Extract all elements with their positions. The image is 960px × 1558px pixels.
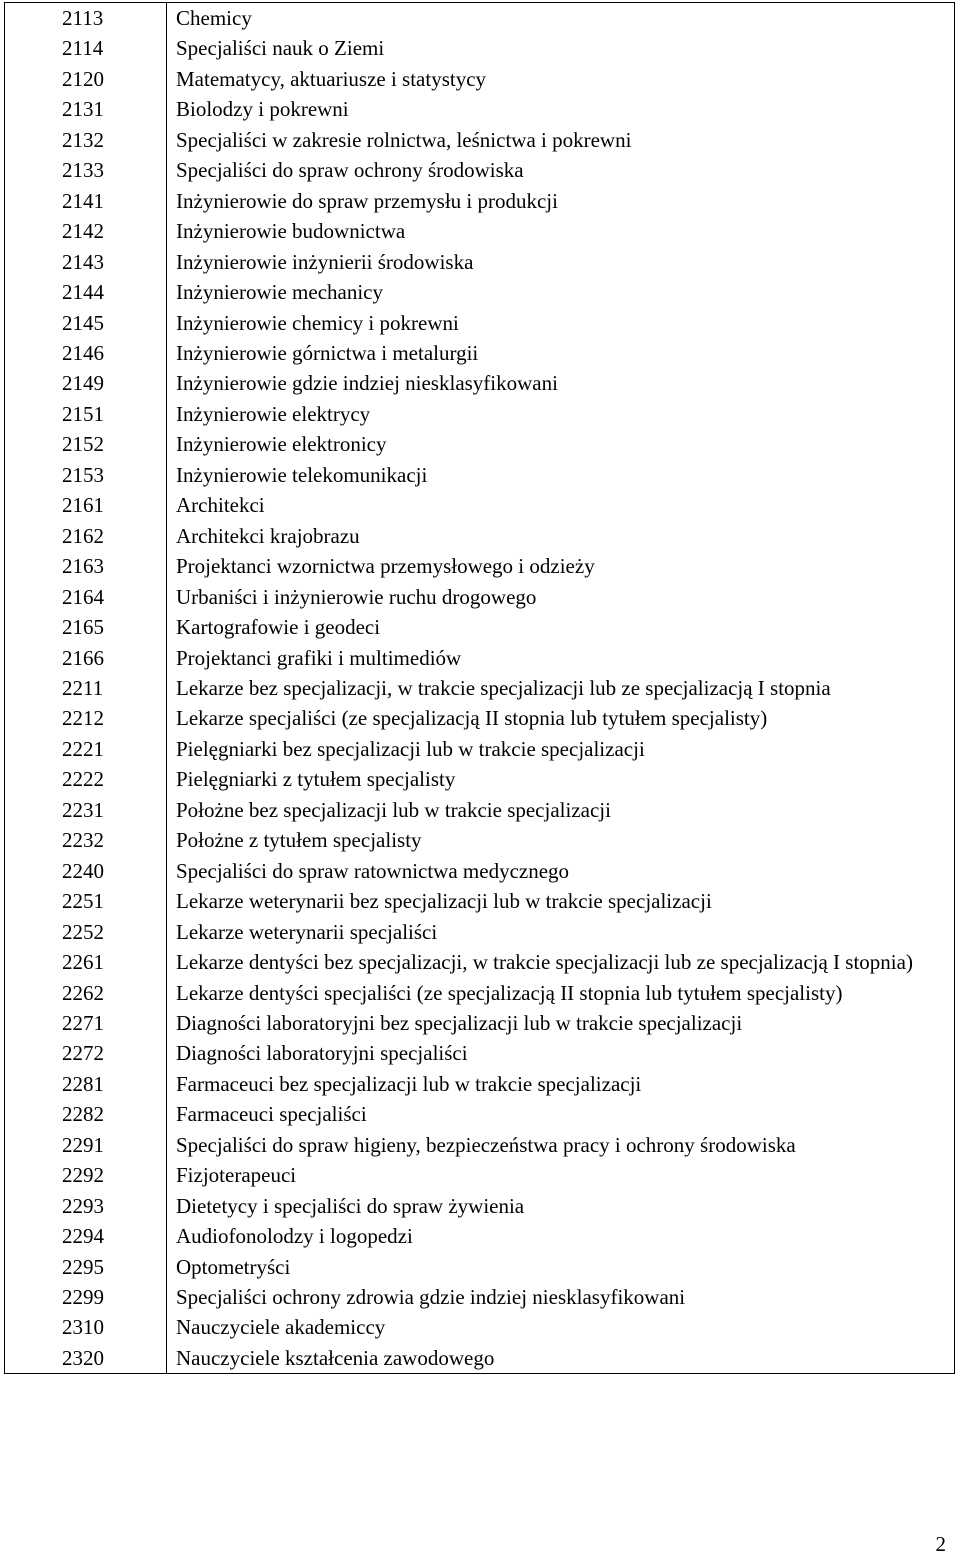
- occupation-name: Diagności laboratoryjni bez specjalizacji lub w trakcie specjalizacji: [167, 1008, 955, 1038]
- occupation-name: Kartografowie i geodeci: [167, 612, 955, 642]
- occupation-code: 2113: [5, 3, 167, 34]
- table-row: [5, 64, 955, 94]
- table-row: [5, 247, 955, 277]
- table-row: [5, 1160, 955, 1190]
- occupation-code: 2212: [5, 703, 167, 733]
- occupation-code: 2145: [5, 308, 167, 338]
- occupation-code: 2299: [5, 1282, 167, 1312]
- occupation-code: 2272: [5, 1038, 167, 1068]
- occupation-code: 2271: [5, 1008, 167, 1038]
- occupation-name: Lekarze dentyści specjaliści (ze specjalizacją II stopnia lub tytułem specjalisty): [167, 978, 955, 1008]
- occupation-code: 2231: [5, 795, 167, 825]
- table-row: [5, 1191, 955, 1221]
- occupation-name: Chemicy: [167, 3, 955, 34]
- occupation-name: Pielęgniarki z tytułem specjalisty: [167, 764, 955, 794]
- occupation-name: Pielęgniarki bez specjalizacji lub w trakcie specjalizacji: [167, 734, 955, 764]
- occupation-name: Optometryści: [167, 1252, 955, 1282]
- occupation-name: Inżynierowie gdzie indziej niesklasyfikowani: [167, 368, 955, 398]
- occupation-code: 2120: [5, 64, 167, 94]
- occupation-code: 2166: [5, 643, 167, 673]
- occupation-code: 2310: [5, 1312, 167, 1342]
- occupation-name: Projektanci grafiki i multimediów: [167, 643, 955, 673]
- table-row: [5, 490, 955, 520]
- table-row: [5, 429, 955, 459]
- table-row: [5, 764, 955, 794]
- occupation-name: Lekarze weterynarii specjaliści: [167, 917, 955, 947]
- occupation-code: 2295: [5, 1252, 167, 1282]
- occupation-code: 2163: [5, 551, 167, 581]
- occupation-name: Nauczyciele akademiccy: [167, 1312, 955, 1342]
- table-row: [5, 3, 955, 34]
- occupation-code: 2292: [5, 1160, 167, 1190]
- occupation-code: 2162: [5, 521, 167, 551]
- table-row: [5, 856, 955, 886]
- occupation-code: 2165: [5, 612, 167, 642]
- table-row: [5, 1008, 955, 1038]
- table-row: [5, 1282, 955, 1312]
- table-row: [5, 612, 955, 642]
- occupation-name: Projektanci wzornictwa przemysłowego i odzieży: [167, 551, 955, 581]
- occupation-code: 2132: [5, 125, 167, 155]
- occupation-name: Inżynierowie elektrycy: [167, 399, 955, 429]
- occupation-code: 2151: [5, 399, 167, 429]
- table-row: [5, 582, 955, 612]
- occupation-name: Inżynierowie budownictwa: [167, 216, 955, 246]
- table-row: [5, 734, 955, 764]
- table-body: [5, 3, 955, 1374]
- table-row: [5, 521, 955, 551]
- occupation-code: 2161: [5, 490, 167, 520]
- occupation-name: Fizjoterapeuci: [167, 1160, 955, 1190]
- table-row: [5, 33, 955, 63]
- occupation-code: 2294: [5, 1221, 167, 1251]
- occupation-code: 2281: [5, 1069, 167, 1099]
- occupation-code: 2131: [5, 94, 167, 124]
- table-row: [5, 1343, 955, 1374]
- occupation-name: Diagności laboratoryjni specjaliści: [167, 1038, 955, 1068]
- occupation-name: Inżynierowie chemicy i pokrewni: [167, 308, 955, 338]
- occupation-name: Specjaliści do spraw ochrony środowiska: [167, 155, 955, 185]
- table-row: [5, 703, 955, 733]
- occupation-name: Matematycy, aktuariusze i statystycy: [167, 64, 955, 94]
- table-row: [5, 551, 955, 581]
- table-row: [5, 1130, 955, 1160]
- occupation-code: 2141: [5, 186, 167, 216]
- table-row: [5, 795, 955, 825]
- table-row: [5, 1099, 955, 1129]
- table-row: [5, 186, 955, 216]
- occupation-name: Farmaceuci bez specjalizacji lub w trakcie specjalizacji: [167, 1069, 955, 1099]
- occupation-name: Lekarze weterynarii bez specjalizacji lub w trakcie specjalizacji: [167, 886, 955, 916]
- occupation-name: Lekarze specjaliści (ze specjalizacją II stopnia lub tytułem specjalisty): [167, 703, 955, 733]
- table-row: [5, 978, 955, 1008]
- table-row: [5, 1252, 955, 1282]
- occupation-name: Architekci krajobrazu: [167, 521, 955, 551]
- occupation-code: 2282: [5, 1099, 167, 1129]
- table-row: [5, 947, 955, 977]
- occupation-name: Lekarze dentyści bez specjalizacji, w trakcie specjalizacji lub ze specjalizacją I stopnia): [167, 947, 955, 977]
- occupation-name: Specjaliści do spraw higieny, bezpieczeństwa pracy i ochrony środowiska: [167, 1130, 955, 1160]
- occupation-name: Specjaliści do spraw ratownictwa medycznego: [167, 856, 955, 886]
- occupation-name: Lekarze bez specjalizacji, w trakcie specjalizacji lub ze specjalizacją I stopnia: [167, 673, 955, 703]
- occupation-code: 2221: [5, 734, 167, 764]
- occupation-code: 2211: [5, 673, 167, 703]
- occupation-code: 2240: [5, 856, 167, 886]
- occupation-name: Położne bez specjalizacji lub w trakcie specjalizacji: [167, 795, 955, 825]
- occupation-code: 2222: [5, 764, 167, 794]
- occupation-name: Architekci: [167, 490, 955, 520]
- occupation-name: Inżynierowie do spraw przemysłu i produkcji: [167, 186, 955, 216]
- table-row: [5, 1312, 955, 1342]
- occupation-name: Położne z tytułem specjalisty: [167, 825, 955, 855]
- occupation-code: 2114: [5, 33, 167, 63]
- occupation-code: 2164: [5, 582, 167, 612]
- occupation-code: 2232: [5, 825, 167, 855]
- occupation-code: 2133: [5, 155, 167, 185]
- occupation-code: 2320: [5, 1343, 167, 1374]
- occupation-code: 2293: [5, 1191, 167, 1221]
- table-row: [5, 1069, 955, 1099]
- table-row: [5, 825, 955, 855]
- table-row: [5, 1221, 955, 1251]
- occupation-code: 2152: [5, 429, 167, 459]
- occupation-name: Specjaliści nauk o Ziemi: [167, 33, 955, 63]
- table-row: [5, 308, 955, 338]
- occupation-name: Audiofonolodzy i logopedzi: [167, 1221, 955, 1251]
- table-row: [5, 399, 955, 429]
- occupation-name: Specjaliści ochrony zdrowia gdzie indziej niesklasyfikowani: [167, 1282, 955, 1312]
- table-row: [5, 886, 955, 916]
- occupation-name: Specjaliści w zakresie rolnictwa, leśnictwa i pokrewni: [167, 125, 955, 155]
- occupation-code: 2291: [5, 1130, 167, 1160]
- occupation-code: 2144: [5, 277, 167, 307]
- occupation-name: Nauczyciele kształcenia zawodowego: [167, 1343, 955, 1374]
- occupation-code: 2153: [5, 460, 167, 490]
- occupation-name: Inżynierowie mechanicy: [167, 277, 955, 307]
- page-number: 2: [935, 1532, 946, 1556]
- occupation-code: 2149: [5, 368, 167, 398]
- occupation-name: Urbaniści i inżynierowie ruchu drogowego: [167, 582, 955, 612]
- occupation-code: 2143: [5, 247, 167, 277]
- table-row: [5, 277, 955, 307]
- occupation-name: Biolodzy i pokrewni: [167, 94, 955, 124]
- occupation-name: Inżynierowie elektronicy: [167, 429, 955, 459]
- table-row: [5, 1038, 955, 1068]
- occupation-name: Dietetycy i specjaliści do spraw żywienia: [167, 1191, 955, 1221]
- table-row: [5, 673, 955, 703]
- occupation-name: Inżynierowie górnictwa i metalurgii: [167, 338, 955, 368]
- occupation-name: Farmaceuci specjaliści: [167, 1099, 955, 1129]
- occupation-code: 2261: [5, 947, 167, 977]
- table-row: [5, 94, 955, 124]
- occupation-name: Inżynierowie telekomunikacji: [167, 460, 955, 490]
- occupation-code-table: [4, 2, 955, 1374]
- occupation-code: 2146: [5, 338, 167, 368]
- occupation-code: 2262: [5, 978, 167, 1008]
- table-row: [5, 216, 955, 246]
- table-row: [5, 368, 955, 398]
- occupation-code: 2251: [5, 886, 167, 916]
- table-row: [5, 643, 955, 673]
- occupation-code: 2252: [5, 917, 167, 947]
- table-row: [5, 338, 955, 368]
- occupation-name: Inżynierowie inżynierii środowiska: [167, 247, 955, 277]
- table-row: [5, 460, 955, 490]
- table-row: [5, 155, 955, 185]
- occupation-code: 2142: [5, 216, 167, 246]
- table-row: [5, 917, 955, 947]
- table-row: [5, 125, 955, 155]
